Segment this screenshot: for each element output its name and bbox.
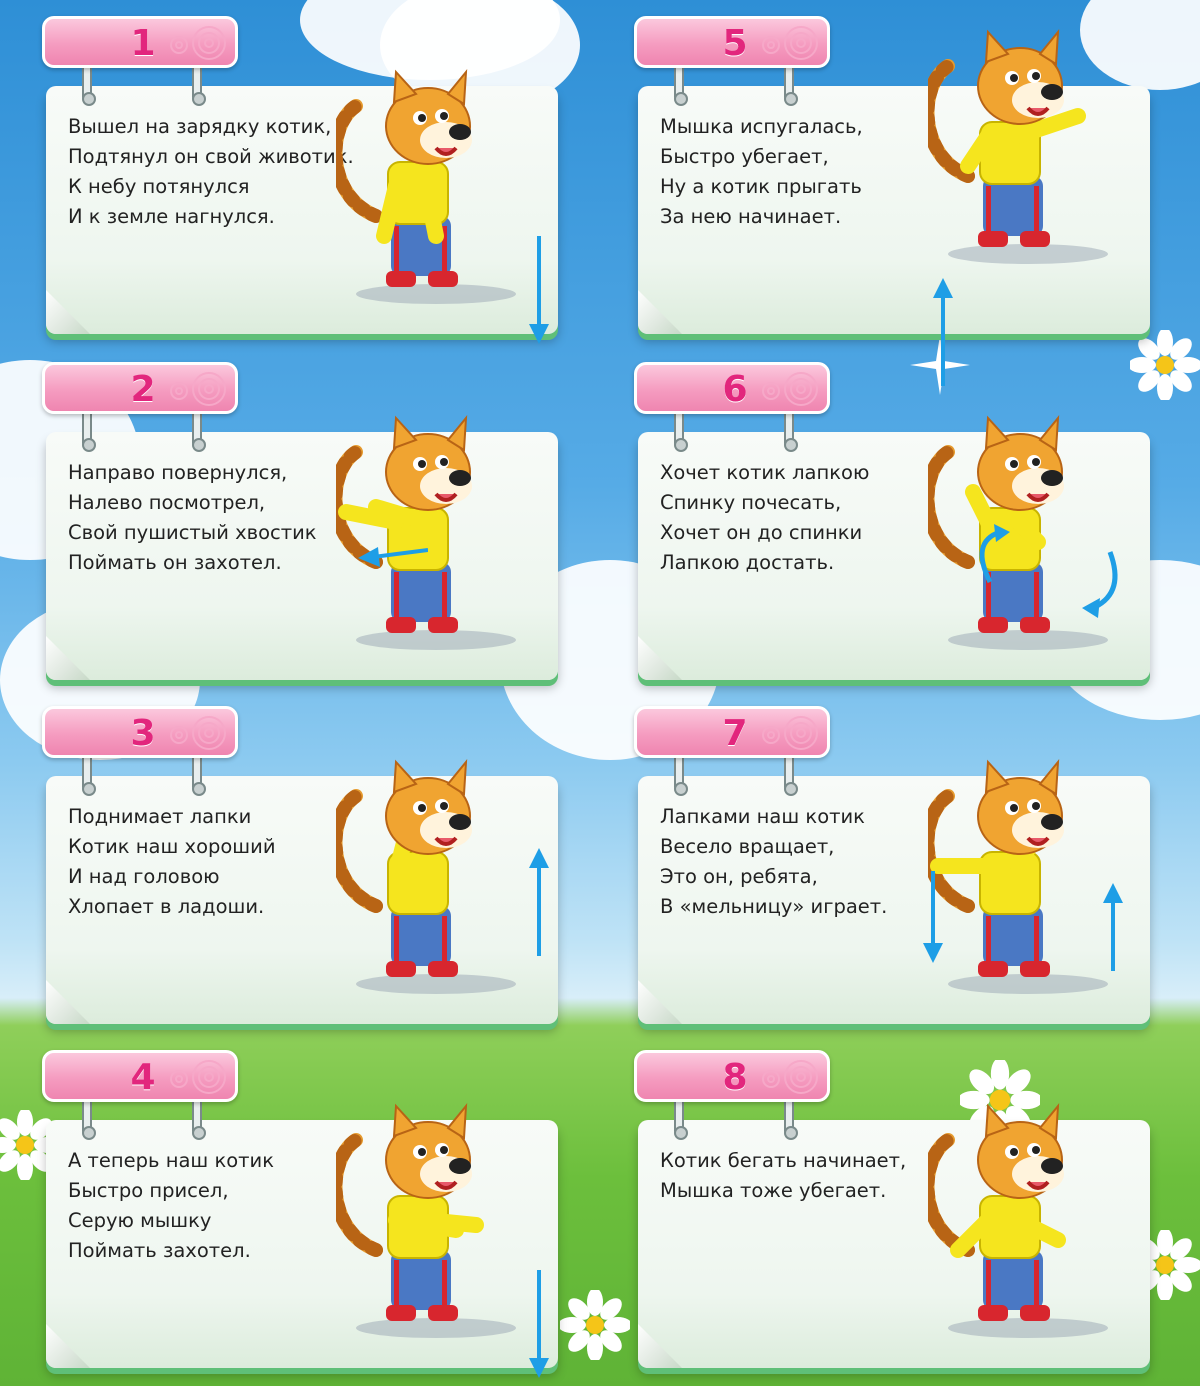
cat-running-illustration bbox=[928, 1100, 1128, 1344]
exercise-card-5 bbox=[634, 16, 1164, 346]
page-curl bbox=[46, 290, 90, 334]
step-number: 4 bbox=[130, 1057, 156, 1098]
verse-text bbox=[68, 458, 317, 578]
down-arrow-icon bbox=[524, 1270, 554, 1384]
page-curl bbox=[638, 636, 682, 680]
verse-text bbox=[660, 458, 869, 578]
verse-line: Поймать он захотел. bbox=[68, 551, 282, 574]
cat-squatting-illustration bbox=[336, 1100, 536, 1344]
cat-clapping-illustration bbox=[336, 756, 536, 1000]
verse-text bbox=[68, 112, 354, 232]
verse-card bbox=[638, 1120, 1150, 1368]
verse-line: А теперь наш котик bbox=[68, 1149, 274, 1172]
exercise-card-4 bbox=[42, 1050, 572, 1380]
verse-line: Мышка испугалась, bbox=[660, 115, 863, 138]
exercise-card-7 bbox=[634, 706, 1164, 1036]
verse-card bbox=[638, 86, 1150, 334]
verse-card bbox=[46, 432, 558, 680]
down-arrow-icon bbox=[524, 236, 554, 350]
cat-jumping-illustration bbox=[928, 26, 1128, 270]
up-down-arrows-icon bbox=[918, 871, 1128, 975]
verse-line: За нею начинает. bbox=[660, 205, 842, 228]
step-number: 1 bbox=[130, 23, 156, 64]
verse-text bbox=[68, 802, 276, 922]
verse-line: Поймать захотел. bbox=[68, 1239, 251, 1262]
verse-line: К небу потянулся bbox=[68, 175, 250, 198]
step-number-tab bbox=[634, 1050, 830, 1102]
up-arrow-icon bbox=[524, 846, 554, 960]
verse-card bbox=[46, 86, 558, 334]
page-curl bbox=[46, 1324, 90, 1368]
verse-line: Направо повернулся, bbox=[68, 461, 288, 484]
verse-line: Хлопает в ладоши. bbox=[68, 895, 265, 918]
verse-line: Подтянул он свой животик. bbox=[68, 145, 354, 168]
exercise-card-1 bbox=[42, 16, 572, 346]
page-curl bbox=[46, 980, 90, 1024]
page-curl bbox=[638, 980, 682, 1024]
verse-line: Лапкою достать. bbox=[660, 551, 835, 574]
step-number: 8 bbox=[722, 1057, 748, 1098]
verse-card bbox=[638, 776, 1150, 1024]
step-number-tab bbox=[42, 16, 238, 68]
verse-line: Свой пушистый хвостик bbox=[68, 521, 317, 544]
step-number-tab bbox=[634, 16, 830, 68]
step-number: 7 bbox=[722, 713, 748, 754]
verse-line: Лапками наш котик bbox=[660, 805, 865, 828]
step-number: 6 bbox=[722, 369, 748, 410]
verse-text bbox=[660, 1146, 906, 1206]
rotate-arrows-icon bbox=[960, 522, 1130, 626]
verse-line: Это он, ребята, bbox=[660, 865, 818, 888]
exercise-card-6 bbox=[634, 362, 1164, 692]
verse-line: Серую мышку bbox=[68, 1209, 212, 1232]
step-number-tab bbox=[42, 1050, 238, 1102]
page-curl bbox=[638, 290, 682, 334]
verse-line: Мышка тоже убегает. bbox=[660, 1179, 887, 1202]
verse-text bbox=[68, 1146, 274, 1266]
verse-card bbox=[46, 776, 558, 1024]
cat-turning-illustration bbox=[336, 412, 536, 656]
step-number: 5 bbox=[722, 23, 748, 64]
verse-line: И к земле нагнулся. bbox=[68, 205, 275, 228]
verse-line: Вышел на зарядку котик, bbox=[68, 115, 332, 138]
step-number-tab bbox=[634, 362, 830, 414]
verse-line: Ну а котик прыгать bbox=[660, 175, 862, 198]
page-curl bbox=[638, 1324, 682, 1368]
verse-line: И над головою bbox=[68, 865, 220, 888]
exercise-card-8 bbox=[634, 1050, 1164, 1380]
verse-line: Спинку почесать, bbox=[660, 491, 842, 514]
verse-line: Поднимает лапки bbox=[68, 805, 252, 828]
verse-line: В «мельницу» играет. bbox=[660, 895, 888, 918]
verse-line: Котик бегать начинает, bbox=[660, 1149, 907, 1172]
verse-line: Хочет он до спинки bbox=[660, 521, 863, 544]
step-number-tab bbox=[42, 362, 238, 414]
verse-card bbox=[638, 432, 1150, 680]
step-number-tab bbox=[634, 706, 830, 758]
verse-text bbox=[660, 802, 887, 922]
verse-line: Быстро присел, bbox=[68, 1179, 229, 1202]
cat-bending-illustration bbox=[336, 66, 536, 310]
verse-line: Быстро убегает, bbox=[660, 145, 829, 168]
step-number-tab bbox=[42, 706, 238, 758]
exercise-card-3 bbox=[42, 706, 572, 1036]
step-number: 2 bbox=[130, 369, 156, 410]
left-arrow-icon bbox=[358, 542, 428, 576]
verse-line: Налево посмотрел, bbox=[68, 491, 266, 514]
page-curl bbox=[46, 636, 90, 680]
verse-line: Котик наш хороший bbox=[68, 835, 276, 858]
verse-line: Весело вращает, bbox=[660, 835, 835, 858]
exercise-card-2 bbox=[42, 362, 572, 692]
verse-card bbox=[46, 1120, 558, 1368]
verse-text bbox=[660, 112, 863, 232]
verse-line: Хочет котик лапкою bbox=[660, 461, 870, 484]
step-number: 3 bbox=[130, 713, 156, 754]
